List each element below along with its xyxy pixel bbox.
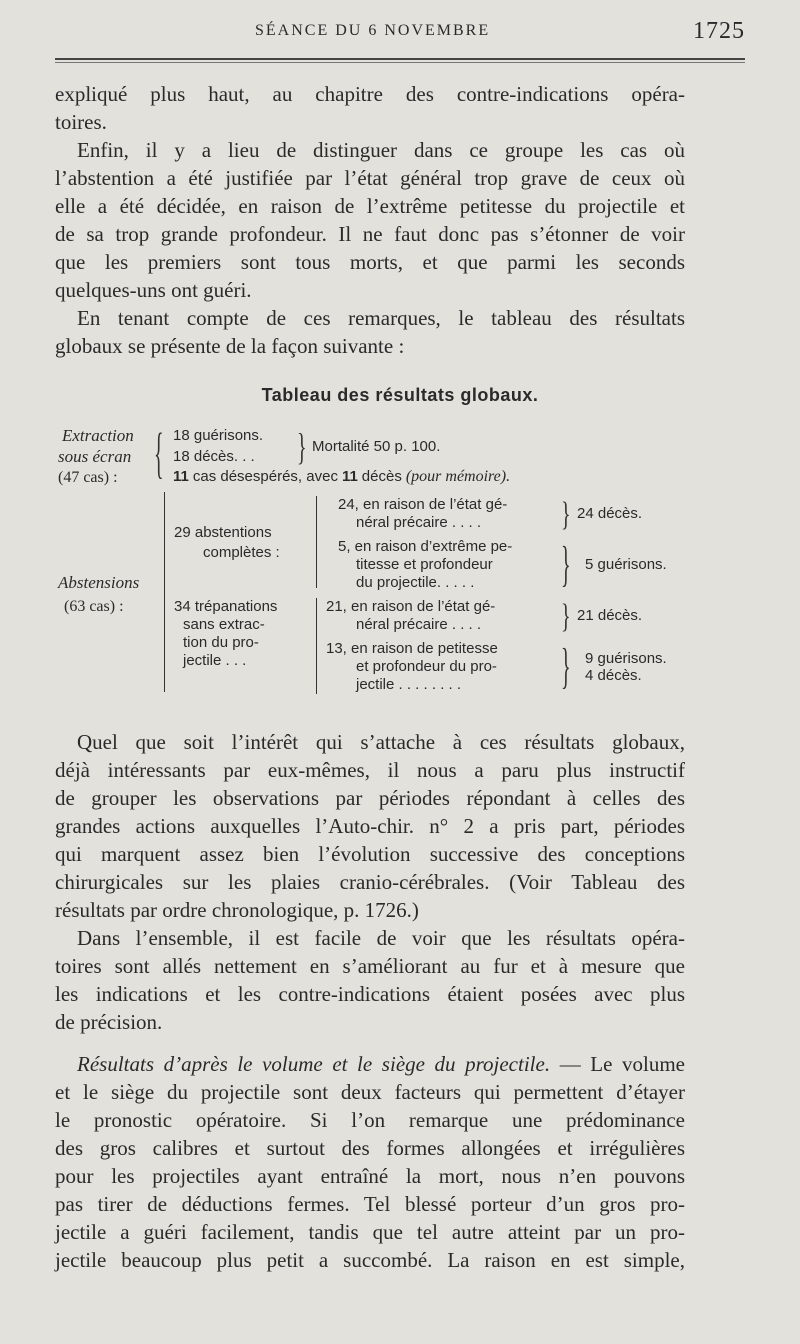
cell-result: 9 guérisons.	[585, 650, 667, 667]
cell-text: 5, en raison d’extrême pe-	[338, 538, 513, 555]
brace-icon: {	[154, 424, 164, 486]
cell-text: 21, en raison de l’état gé-	[326, 598, 496, 615]
text-line: jectile beaucoup plus petit a succombé. La raison en est simple,	[55, 1248, 685, 1272]
group-trepanations-4: jectile . . .	[183, 652, 247, 669]
text-line: que les premiers sont tous morts, et que parmi les seconds	[55, 250, 685, 274]
cell-text: titesse et profondeur	[356, 556, 493, 573]
extraction-desesperes-row	[173, 468, 510, 486]
text-line: Enfin, il y a lieu de distinguer dans ce groupe les cas où	[77, 138, 685, 162]
page-header	[55, 14, 745, 50]
text-line: de précision.	[55, 1010, 163, 1034]
text-line: toires.	[55, 110, 107, 134]
text-line: expliqué plus haut, au chapitre des contre-indications opéra-	[55, 82, 685, 106]
section-heading-line	[55, 1050, 685, 1078]
text-line: quelques-uns ont guéri.	[55, 278, 252, 302]
count-value: 11	[173, 468, 189, 485]
text-line: de sa trop grande profondeur. Il ne faut donc pas s’étonner de voir	[55, 222, 685, 246]
text-line: Dans l’ensemble, il est facile de voir que les résultats opéra-	[77, 926, 685, 950]
cell-result: 21 décès.	[577, 607, 643, 624]
extraction-label: Extraction	[62, 426, 134, 445]
cell-text: néral précaire . . . .	[356, 616, 482, 633]
text-line: En tenant compte de ces remarques, le tableau des résultats	[77, 306, 685, 330]
extraction-mortality: Mortalité 50 p. 100.	[312, 438, 441, 455]
body-paragraph-volume	[55, 1050, 685, 1274]
abstentions-label: Abstensions	[58, 573, 140, 592]
abstentions-count: (63 cas) :	[64, 598, 124, 615]
cell-text: néral précaire . . . .	[356, 514, 482, 531]
text-line: jectile a guéri facilement, tandis que tel autre atteint par un pro-	[55, 1220, 685, 1244]
heading-continuation: — Le volume	[559, 1052, 686, 1076]
extraction-row-guerisons: 18 guérisons.	[173, 427, 264, 444]
text-line: chirurgicales sur les plaies cranio-cérébrales. (Voir Tableau des	[55, 870, 685, 894]
text-line: le pronostic opératoire. Si l’on remarque une prédominance	[55, 1108, 685, 1132]
cell-text: et profondeur du pro-	[356, 658, 497, 675]
cell-text: du projectile. . . . .	[356, 574, 475, 591]
brace-icon: }	[561, 598, 571, 636]
brace-icon: }	[561, 496, 571, 534]
text-line: qui marquent assez bien l’évolution successive des conceptions	[55, 842, 685, 866]
text-line: et le siège du projectile sont deux facteurs qui permettent d’étayer	[55, 1080, 685, 1104]
text-line: de grouper les observations par périodes répondant à celles des	[55, 786, 685, 810]
cell-text: 13, en raison de petitesse	[326, 640, 498, 657]
text-line: toires sont allés nettement en s’améliorant au fur et à mesure que	[55, 954, 685, 978]
desesperes-text: cas désespérés, avec	[192, 468, 338, 485]
pour-memoire-note: (pour mémoire).	[405, 468, 511, 485]
text-line: l’abstention a été justifiée par l’état général trop grave de ceux où	[55, 166, 685, 190]
brace-icon	[316, 496, 317, 588]
group-abstentions-completes-2: complètes :	[203, 544, 280, 561]
body-paragraph	[55, 728, 685, 1036]
brace-icon: }	[561, 538, 571, 593]
cell-result: 24 décès.	[577, 505, 643, 522]
text-line: des gros calibres et surtout des formes allongées et irrégulières	[55, 1136, 685, 1160]
brace-icon	[316, 598, 317, 694]
cell-text: jectile . . . . . . . .	[356, 676, 462, 693]
text-line: grandes actions auxquelles l’Auto-chir. n° 2 a pris part, périodes	[55, 814, 685, 838]
text-line: elle a été décidée, en raison de l’extrême petitesse du projectile et	[55, 194, 685, 218]
cell-result: 4 décès.	[585, 667, 642, 684]
text-line: globaux se présente de la façon suivante :	[55, 334, 405, 358]
section-heading: Résultats d’après le volume et le siège du projectile.	[77, 1052, 551, 1076]
brace-icon	[164, 492, 165, 692]
text-line: Quel que soit l’intérêt qui s’attache à ces résultats globaux,	[77, 730, 685, 754]
header-rule	[55, 58, 745, 63]
page-number: 1725	[693, 18, 745, 44]
table-title: Tableau des résultats globaux.	[261, 385, 539, 405]
extraction-row-deces: 18 décès. . .	[173, 448, 255, 465]
cell-text: 24, en raison de l’état gé-	[338, 496, 508, 513]
deces-text: décès	[361, 468, 402, 485]
group-trepanations-2: sans extrac-	[183, 616, 265, 633]
text-line: pour les projectiles ayant entraîné la mort, nous n’en pouvons	[55, 1164, 685, 1188]
group-trepanations-3: tion du pro-	[183, 634, 259, 651]
text-line: résultats par ordre chronologique, p. 1726.)	[55, 898, 419, 922]
brace-icon: }	[561, 640, 571, 695]
group-abstentions-completes: 29 abstentions	[174, 524, 272, 541]
intro-paragraph	[55, 80, 685, 360]
text-line: déjà intéressants par eux-mêmes, il nous a paru plus instructif	[55, 758, 685, 782]
extraction-count: (47 cas) :	[58, 469, 118, 486]
count-value: 11	[341, 468, 358, 485]
cell-result: 5 guérisons.	[585, 556, 667, 573]
extraction-label-2: sous écran	[58, 447, 132, 466]
group-trepanations: 34 trépanations	[174, 598, 278, 615]
brace-icon: }	[297, 427, 307, 469]
text-line: pas tirer de déductions fermes. Tel blessé porteur d’un gros pro-	[55, 1192, 685, 1216]
running-title: SÉANCE DU 6 NOVEMBRE	[255, 22, 491, 39]
text-line: les indications et les contre-indications étaient posées avec plus	[55, 982, 685, 1006]
